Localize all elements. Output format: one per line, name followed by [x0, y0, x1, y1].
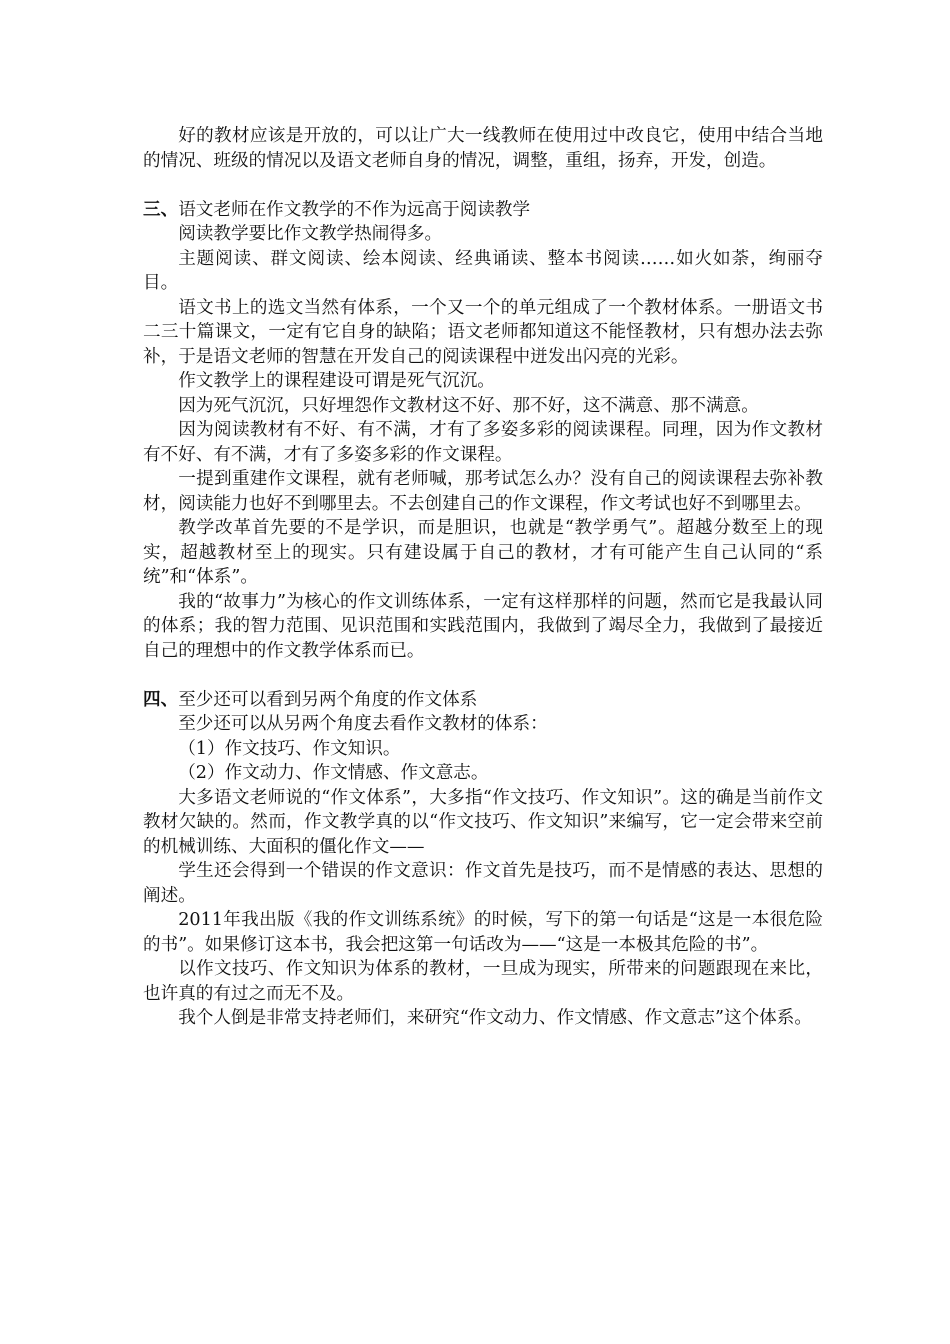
paragraph: 语文书上的选文当然有体系，一个又一个的单元组成了一个教材体系。一册语文书二三十篇课文，一定有它自身的缺陷；语文老师都知道这不能怪教材，只有想办法去弥补，于是语文老师的智慧在开发自己的阅读课程中迸发出闪亮的光彩。	[143, 297, 823, 367]
list-item: （1）作文技巧、作文知识。	[178, 738, 401, 759]
section-heading-three	[143, 198, 823, 223]
paragraph: 好的教材应该是开放的，可以让广大一线教师在使用过中改良它，使用中结合当地的情况、班级的情况以及语文老师自身的情况，调整，重组，扬弃，开发，创造。	[143, 126, 823, 171]
paragraph: 我个人倒是非常支持老师们，来研究“作文动力、作文情感、作文意志”这个体系。	[178, 1008, 812, 1028]
section-title: 语文老师在作文教学的不作为远高于阅读教学	[178, 199, 531, 220]
paragraph: 因为阅读教材有不好、有不满，才有了多姿多彩的阅读课程。同理，因为作文教材有不好、有不满，才有了多姿多彩的作文课程。	[143, 420, 823, 465]
paragraph: 因为死气沉沉，只好埋怨作文教材这不好、那不好，这不满意、那不满意。	[178, 395, 759, 416]
blank-line	[143, 173, 823, 198]
paragraph: 至少还可以从另两个角度去看作文教材的体系：	[178, 714, 548, 734]
section-number: 三、	[143, 199, 179, 220]
paragraph: 大多语文老师说的“作文体系”，大多指“作文技巧、作文知识”。这的确是当前作文教材欠缺的。然而，作文教学真的以“作文技巧、作文知识”来编写，它一定会带来空前的机械训练、大面积的僵化作文——	[143, 787, 823, 857]
paragraph: 一提到重建作文课程，就有老师喊，那考试怎么办？没有自己的阅读课程去弥补教材，阅读能力也好不到哪里去。不去创建自己的作文课程，作文考试也好不到哪里去。	[143, 469, 823, 514]
section-title: 至少还可以看到另两个角度的作文体系	[178, 689, 478, 710]
paragraph: 作文教学上的课程建设可谓是死气沉沉。	[178, 371, 495, 391]
paragraph: 我的“故事力”为核心的作文训练体系，一定有这样那样的问题，然而它是我最认同的体系；我的智力范围、见识范围和实践范围内，我做到了竭尽全力，我做到了最接近自己的理想中的作文教学体系而已。	[143, 591, 823, 661]
paragraph: 学生还会得到一个错误的作文意识：作文首先是技巧，而不是情感的表达、思想的阐述。	[143, 861, 823, 906]
blank-line	[143, 663, 823, 688]
section-number: 四、	[143, 689, 179, 710]
paragraph: 主题阅读、群文阅读、绘本阅读、经典诵读、整本书阅读……如火如荼，绚丽夺目。	[143, 248, 823, 293]
list-item: （2）作文动力、作文情感、作文意志。	[178, 763, 489, 783]
section-heading-four	[143, 688, 823, 713]
paragraph: 教学改革首先要的不是学识，而是胆识，也就是“教学勇气”。超越分数至上的现实，超越教材至上的现实。只有建设属于自己的教材，才有可能产生自己认同的“系统”和“体系”。	[143, 518, 823, 587]
paragraph: 以作文技巧、作文知识为体系的教材，一旦成为现实，所带来的问题跟现在来比，也许真的有过之而无不及。	[143, 959, 823, 1004]
document-page	[143, 124, 823, 1031]
paragraph: 阅读教学要比作文教学热闹得多。	[178, 224, 443, 244]
paragraph: 2011年我出版《我的作文训练系统》的时候，写下的第一句话是“这是一本很危险的书”。如果修订这本书，我会把这第一句话改为——“这是一本极其危险的书”。	[143, 910, 823, 955]
